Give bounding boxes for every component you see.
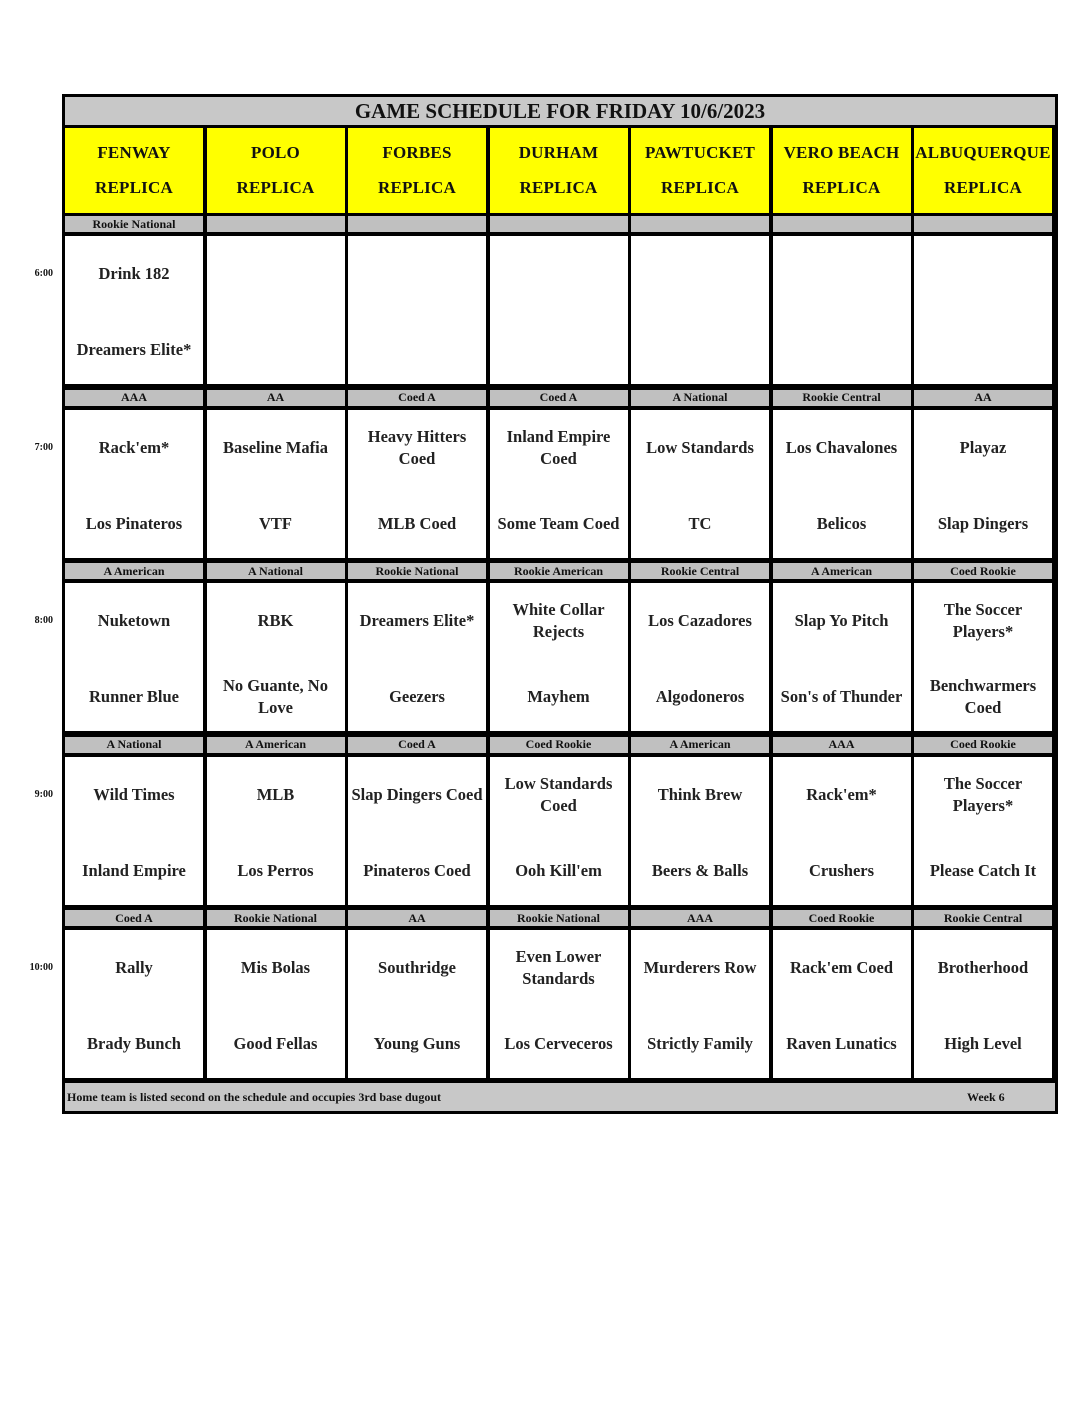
division-label: A National — [207, 563, 345, 579]
division-label: AA — [207, 390, 345, 406]
home-team: Please Catch It — [929, 860, 1037, 880]
home-team: Slap Dingers — [937, 513, 1029, 533]
home-team: Dreamers Elite* — [76, 340, 192, 359]
venue-header — [348, 128, 486, 213]
division-label: Rookie Central — [914, 910, 1052, 926]
away-team: RBK — [257, 611, 294, 630]
game-cell — [914, 410, 1052, 558]
away-team: Los Cazadores — [648, 611, 752, 630]
away-team: Even Lower Standards — [515, 947, 602, 988]
game-cell — [773, 930, 911, 1078]
game-cell — [348, 930, 486, 1078]
venue-header — [773, 128, 911, 213]
away-team: Inland Empire Coed — [506, 426, 611, 468]
home-team: Mayhem — [527, 687, 590, 706]
home-team: Young Guns — [373, 1034, 461, 1053]
venue-name: DURHAM — [518, 143, 599, 162]
time-label: 9:00 — [34, 788, 53, 800]
division-label: Coed A — [348, 390, 486, 406]
division-label — [914, 216, 1052, 232]
away-team: Baseline Mafia — [223, 437, 328, 457]
time-label: 10:00 — [29, 962, 53, 973]
game-cell — [65, 236, 203, 384]
away-team: The Soccer Players* — [943, 600, 1023, 641]
away-team: Rack'em* — [806, 784, 877, 804]
game-cell — [490, 583, 628, 731]
division-label: Rookie National — [490, 910, 628, 926]
venue-name: POLO — [251, 143, 300, 162]
division-label: A American — [773, 563, 911, 579]
away-team: Drink 182 — [98, 264, 170, 283]
game-cell — [348, 583, 486, 731]
division-label: Coed A — [348, 737, 486, 753]
away-team: Wild Times — [93, 784, 175, 804]
game-cell — [348, 410, 486, 558]
game-cell — [631, 236, 769, 384]
home-team: Crushers — [808, 860, 875, 880]
away-team: Heavy Hitters Coed — [367, 426, 467, 468]
game-cell — [631, 930, 769, 1078]
division-label — [348, 216, 486, 232]
venue-sub: REPLICA — [378, 178, 456, 197]
home-team: VTF — [259, 513, 292, 533]
division-label: Coed Rookie — [490, 737, 628, 753]
home-team: Geezers — [389, 687, 445, 706]
division-label — [490, 216, 628, 232]
division-label: Coed A — [65, 910, 203, 926]
away-team: Nuketown — [97, 611, 171, 630]
venue-name: FENWAY — [97, 143, 171, 162]
home-team: Good Fellas — [233, 1034, 318, 1053]
venue-header — [65, 128, 203, 213]
away-team: Playaz — [959, 437, 1007, 457]
division-label: A National — [65, 737, 203, 753]
game-cell — [207, 583, 345, 731]
home-team: Runner Blue — [88, 687, 179, 706]
home-team: Los Pinateros — [85, 513, 183, 533]
away-team: Rack'em* — [98, 437, 170, 457]
home-team: Brady Bunch — [87, 1034, 181, 1053]
game-cell — [914, 930, 1052, 1078]
division-label — [207, 216, 345, 232]
home-team: No Guante, No Love — [223, 676, 328, 717]
time-label: 7:00 — [34, 441, 53, 453]
division-label: A American — [631, 737, 769, 753]
home-team: High Level — [944, 1034, 1022, 1053]
game-cell — [490, 236, 628, 384]
game-cell — [348, 236, 486, 384]
venue-name: VERO BEACH — [783, 143, 900, 162]
schedule-title: GAME SCHEDULE FOR FRIDAY 10/6/2023 — [65, 97, 1055, 125]
division-label: Rookie Central — [631, 563, 769, 579]
division-label: Coed Rookie — [914, 563, 1052, 579]
away-team: Rally — [115, 958, 153, 977]
home-team: TC — [688, 513, 712, 533]
venue-sub: REPLICA — [944, 178, 1022, 197]
division-label: Rookie National — [207, 910, 345, 926]
game-cell — [65, 583, 203, 731]
away-team: Los Chavalones — [785, 437, 898, 457]
game-cell — [631, 757, 769, 905]
away-team: Think Brew — [657, 784, 743, 804]
division-label: Coed A — [490, 390, 628, 406]
game-cell — [65, 410, 203, 558]
game-cell — [207, 236, 345, 384]
division-label: A National — [631, 390, 769, 406]
time-label: 6:00 — [34, 268, 53, 279]
venue-header — [914, 128, 1052, 213]
away-team: Mis Bolas — [240, 958, 311, 977]
division-label — [773, 216, 911, 232]
away-team: Slap Yo Pitch — [794, 611, 889, 630]
away-team: Brotherhood — [937, 958, 1029, 977]
home-team: Los Perros — [237, 860, 314, 880]
division-label: AA — [914, 390, 1052, 406]
away-team: Low Standards — [646, 437, 754, 457]
home-team: Belicos — [816, 513, 867, 533]
footer-bar — [65, 1083, 1055, 1111]
division-label: Rookie National — [65, 216, 203, 232]
venue-sub: REPLICA — [95, 178, 173, 197]
game-cell — [631, 410, 769, 558]
home-team: Son's of Thunder — [780, 687, 903, 706]
home-team: Algodoneros — [655, 687, 745, 706]
away-team: Southridge — [378, 958, 456, 977]
game-cell — [65, 757, 203, 905]
division-label — [631, 216, 769, 232]
home-team: Los Cerveceros — [504, 1034, 613, 1053]
game-cell — [65, 930, 203, 1078]
division-label: AAA — [773, 737, 911, 753]
home-team: Beers & Balls — [651, 860, 749, 880]
game-cell — [914, 757, 1052, 905]
away-team: MLB — [256, 784, 295, 804]
home-team: Raven Lunatics — [786, 1034, 897, 1053]
home-team: Strictly Family — [647, 1034, 753, 1053]
away-team: Dreamers Elite* — [359, 611, 475, 630]
game-cell — [207, 930, 345, 1078]
division-label: Rookie American — [490, 563, 628, 579]
venue-sub: REPLICA — [802, 178, 881, 197]
division-label: AAA — [631, 910, 769, 926]
away-team: White Collar Rejects — [512, 600, 605, 641]
home-team: Benchwarmers Coed — [929, 676, 1037, 717]
venue-name: ALBUQUERQUE — [915, 143, 1051, 162]
venue-header — [631, 128, 769, 213]
week-label: Week 6 — [967, 1090, 1005, 1104]
division-label: Coed Rookie — [773, 910, 911, 926]
home-team-note: Home team is listed second on the schedule and occupies 3rd base dugout — [67, 1090, 442, 1104]
home-team: Some Team Coed — [497, 513, 620, 533]
game-cell — [490, 757, 628, 905]
game-cell — [773, 583, 911, 731]
game-cell — [207, 410, 345, 558]
venue-sub: REPLICA — [661, 178, 739, 197]
division-label: Coed Rookie — [914, 737, 1052, 753]
venue-name: PAWTUCKET — [644, 143, 756, 162]
division-label: AAA — [65, 390, 203, 406]
venue-sub: REPLICA — [236, 178, 315, 197]
away-team: Low Standards Coed — [504, 773, 613, 815]
home-team: MLB Coed — [377, 513, 457, 533]
time-label: 8:00 — [34, 615, 53, 626]
away-team: Murderers Row — [643, 958, 757, 977]
home-team: Inland Empire — [82, 860, 186, 880]
game-cell — [914, 583, 1052, 731]
venue-header — [207, 128, 345, 213]
home-team: Pinateros Coed — [363, 860, 471, 880]
game-cell — [207, 757, 345, 905]
game-cell — [773, 410, 911, 558]
division-label: Rookie Central — [773, 390, 911, 406]
game-cell — [773, 236, 911, 384]
venue-header — [490, 128, 628, 213]
game-cell — [490, 930, 628, 1078]
division-label: AA — [348, 910, 486, 926]
game-cell — [631, 583, 769, 731]
home-team: Ooh Kill'em — [515, 860, 602, 880]
division-label: Rookie National — [348, 563, 486, 579]
division-label: A American — [207, 737, 345, 753]
schedule-table — [62, 94, 1058, 1114]
away-team: The Soccer Players* — [943, 773, 1023, 815]
game-cell — [773, 757, 911, 905]
away-team: Slap Dingers Coed — [351, 784, 483, 804]
venue-name: FORBES — [382, 143, 452, 162]
venue-sub: REPLICA — [519, 178, 598, 197]
division-label: A American — [65, 563, 203, 579]
game-cell — [348, 757, 486, 905]
game-cell — [914, 236, 1052, 384]
away-team: Rack'em Coed — [789, 958, 894, 977]
game-cell — [490, 410, 628, 558]
